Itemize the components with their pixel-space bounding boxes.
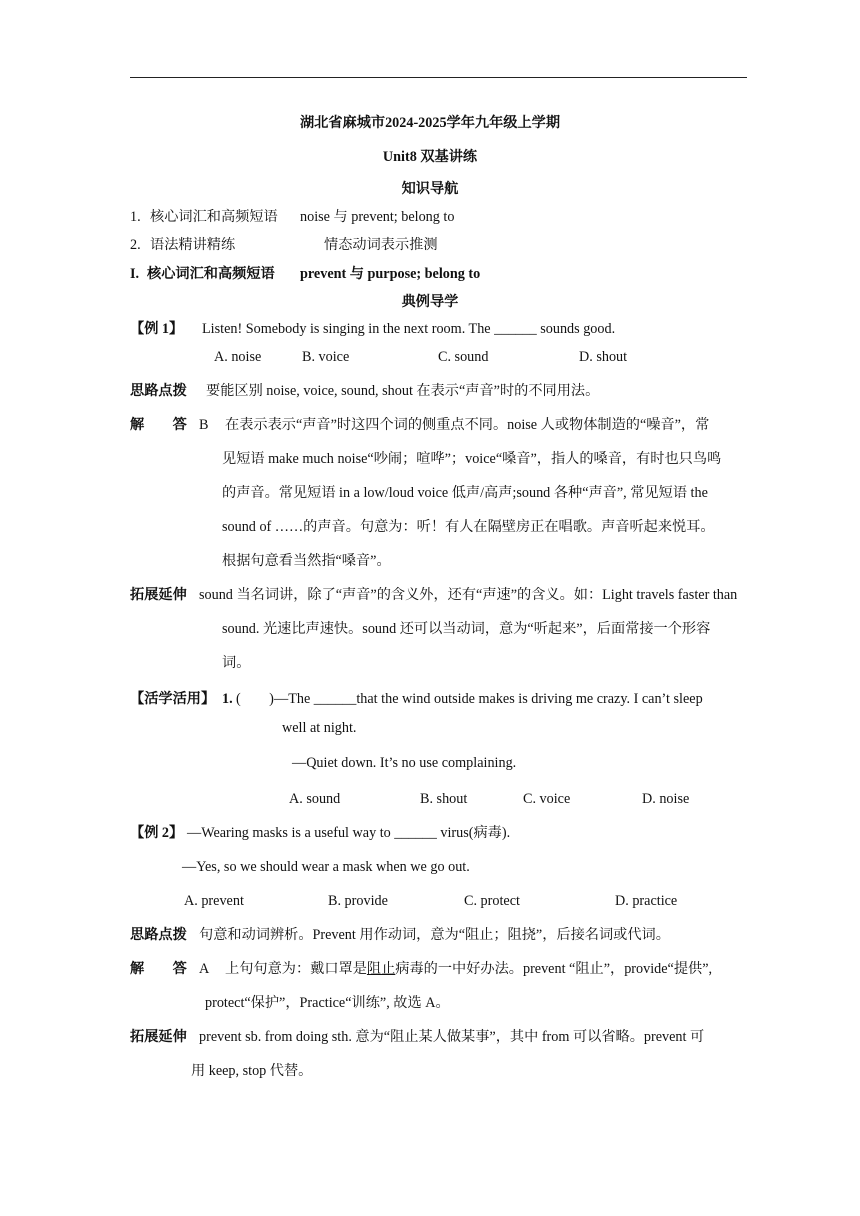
example-1-answer-line: 根据句意看当然指“嗓音”。: [222, 553, 391, 569]
section-heading-label: 核心词汇和高频短语: [147, 266, 275, 282]
practice-1-num: 1.: [222, 691, 233, 707]
section-subheading: 典例导学: [401, 294, 459, 310]
example-2-hint-text: 句意和动词辨析。Prevent 用作动词，意为“阻止；阻挠”，后接名词或代词。: [199, 927, 670, 943]
example-2-answer-letter: A: [199, 961, 210, 977]
example-2-answer-label: 解 答: [130, 961, 187, 977]
practice-1-option-d: D. noise: [642, 791, 690, 807]
practice-1-line: —Quiet down. It’s no use complaining.: [292, 755, 517, 771]
example-2-ext-line: prevent sb. from doing sth. 意为“阻止某人做某事”，其中 from 可以省略。prevent 可: [199, 1029, 705, 1045]
outline-item-1-label: 核心词汇和高频短语: [150, 209, 278, 225]
example-1-ext-line: sound 当名词讲，除了“声音”的含义外，还有“声速”的含义。如：Light travels faster than: [199, 587, 738, 603]
example-1-answer-label: 解 答: [130, 417, 187, 433]
document-subtitle: Unit8 双基讲练: [382, 149, 478, 165]
section-heading-topic: prevent 与 purpose; belong to: [300, 266, 481, 282]
example-1-answer-line: 的声音。常见短语 in a low/loud voice 低声/高声;sound 各种“声音”, 常见短语 the: [222, 485, 708, 501]
practice-1-option-a: A. sound: [289, 791, 341, 807]
outline-item-2-label: 语法精讲精练: [150, 237, 236, 253]
practice-tag: 【活学活用】: [130, 691, 216, 707]
example-1-ext-line: 词。: [222, 655, 251, 671]
example-1-hint-label: 思路点拨: [130, 383, 187, 399]
example-1-option-a: A. noise: [214, 349, 262, 365]
answer-text-post: 病毒的一中好办法。prevent “阻止”，provide“提供”,: [395, 961, 713, 977]
example-1-ext-label: 拓展延伸: [130, 587, 187, 603]
example-1-option-b: B. voice: [302, 349, 350, 365]
example-1-answer-letter: B: [199, 417, 209, 433]
header-rule: [130, 77, 747, 78]
example-1-tag: 【例 1】: [130, 321, 184, 337]
outline-item-1-topic: noise 与 prevent; belong to: [300, 209, 455, 225]
example-1-option-d: D. shout: [579, 349, 628, 365]
outline-item-2-num: 2.: [130, 237, 141, 253]
section-heading-num: I.: [130, 266, 140, 282]
example-1-hint-text: 要能区别 noise, voice, sound, shout 在表示“声音”时的不同用法。: [206, 383, 600, 399]
nav-heading: 知识导航: [401, 181, 459, 197]
practice-1-option-c: C. voice: [523, 791, 571, 807]
document-title: 湖北省麻城市2024-2025学年九年级上学期: [299, 115, 561, 131]
answer-text-underlined: 阻止: [366, 961, 396, 977]
example-2-ext-line: 用 keep, stop 代替。: [191, 1063, 313, 1079]
example-1-ext-line: sound. 光速比声速快。sound 还可以当动词，意为“听起来”，后面常接一个形容: [222, 621, 711, 637]
example-1-answer-line: sound of ……的声音。句意为：听！有人在隔壁房正在唱歌。声音听起来悦耳。: [222, 519, 715, 535]
example-1-answer-line: 见短语 make much noise“吵闹；喧哗”；voice“嗓音”，指人的嗓音，有时也只鸟鸣: [222, 451, 722, 467]
practice-1-answer-blank: ( ): [236, 691, 274, 707]
example-2-option-a: A. prevent: [184, 893, 244, 909]
example-1-question: Listen! Somebody is singing in the next room. The ______ sounds good.: [202, 321, 616, 337]
practice-1-line: —The ______that the wind outside makes is driving me crazy. I can’t sleep: [274, 691, 703, 707]
example-2-option-d: D. practice: [615, 893, 678, 909]
example-2-line: —Wearing masks is a useful way to ______ virus(病毒).: [187, 825, 511, 841]
example-2-option-c: C. protect: [464, 893, 520, 909]
example-2-answer-line: [225, 960, 712, 978]
answer-text-pre: 上句句意为：戴口罩是: [225, 961, 367, 977]
example-2-line: —Yes, so we should wear a mask when we go out.: [182, 859, 470, 875]
example-1-answer-line: 在表示表示“声音”时这四个词的侧重点不同。noise 人或物体制造的“噪音”，常: [225, 417, 710, 433]
example-2-ext-label: 拓展延伸: [130, 1029, 187, 1045]
example-2-hint-label: 思路点拨: [130, 927, 187, 943]
example-2-tag: 【例 2】: [130, 825, 184, 841]
example-2-answer-line: protect“保护”，Practice“训练”, 故选 A。: [205, 995, 450, 1011]
example-2-option-b: B. provide: [328, 893, 388, 909]
outline-item-2-topic: 情态动词表示推测: [324, 237, 438, 253]
practice-1-option-b: B. shout: [420, 791, 468, 807]
example-1-option-c: C. sound: [438, 349, 489, 365]
practice-1-line: well at night.: [282, 720, 357, 736]
outline-item-1-num: 1.: [130, 209, 141, 225]
